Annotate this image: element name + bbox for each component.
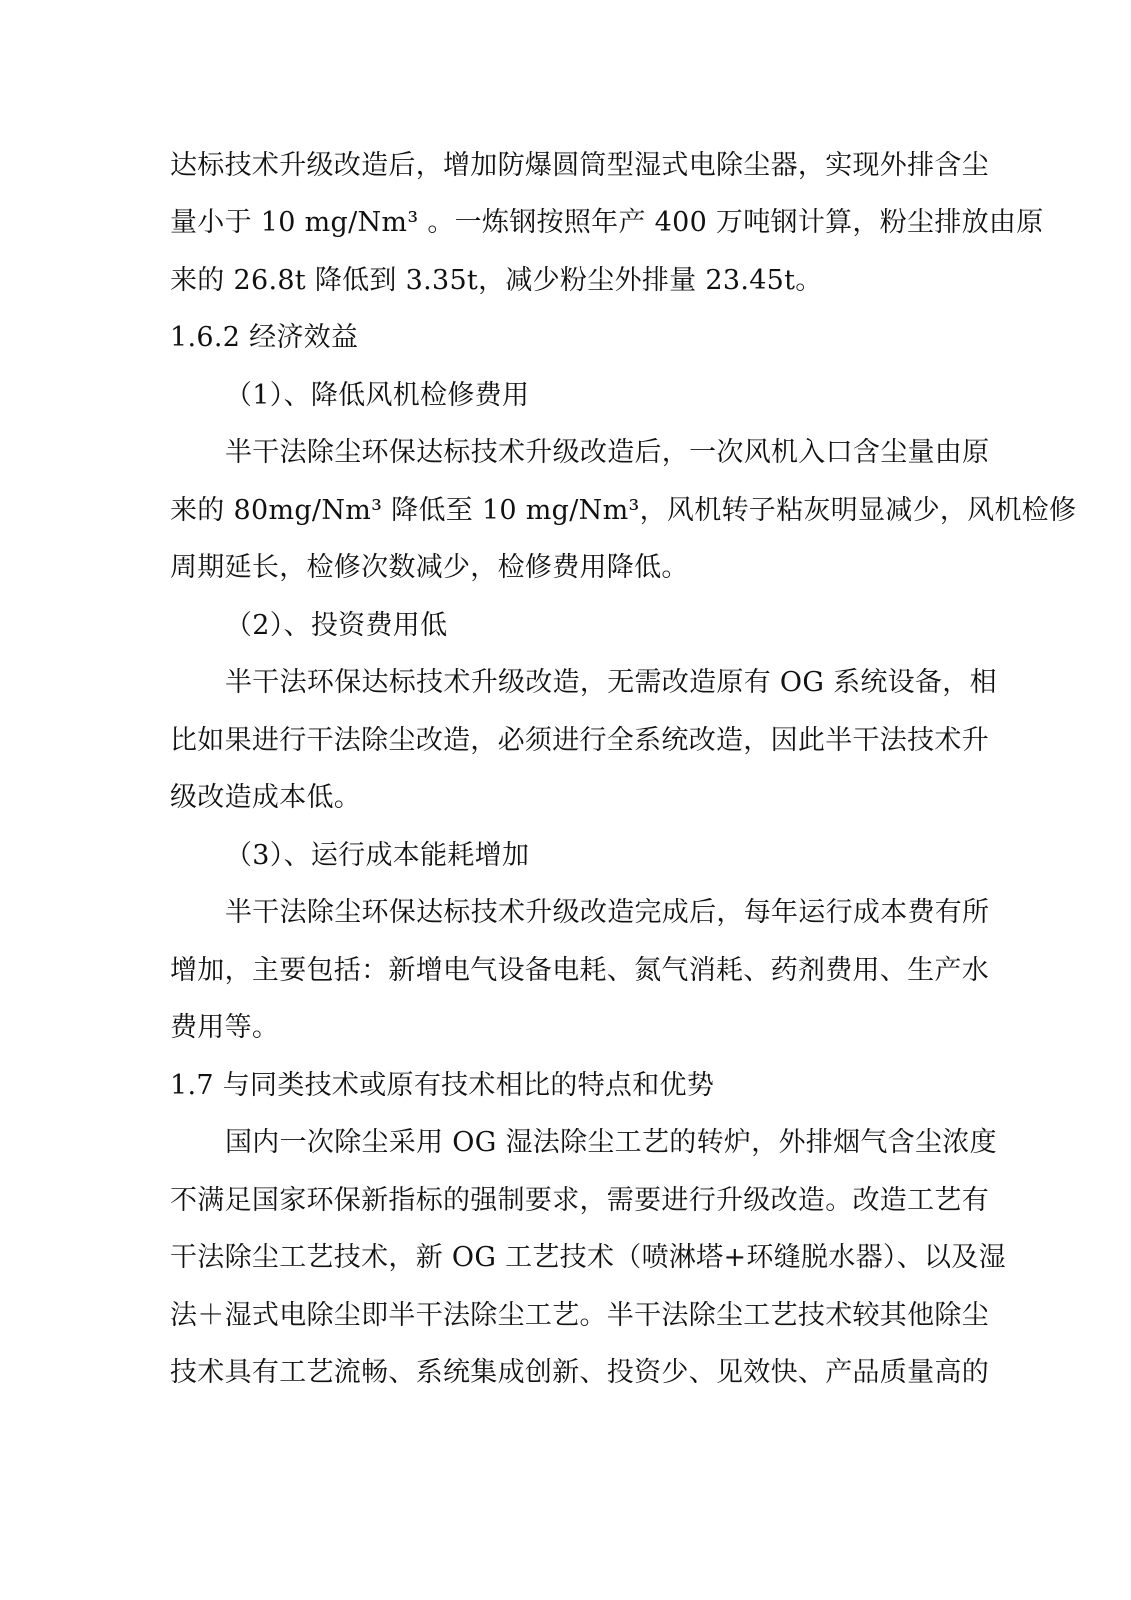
section-heading: 1.7 与同类技术或原有技术相比的特点和优势 (170, 1070, 715, 1101)
paragraph-line: 量小于 10 mg/Nm³ 。一炼钢按照年产 400 万吨钢计算，粉尘排放由原 (170, 207, 1044, 238)
paragraph-line: 级改造成本低。 (170, 782, 362, 813)
paragraph-line: 达标技术升级改造后，增加防爆圆筒型湿式电除尘器，实现外排含尘 (170, 150, 989, 181)
paragraph-line: 来的 26.8t 降低到 3.35t，减少粉尘外排量 23.45t。 (170, 265, 823, 296)
subheading: （1）、降低风机检修费用 (225, 380, 530, 411)
section-heading: 1.6.2 经济效益 (170, 322, 359, 353)
paragraph-line: 法＋湿式电除尘即半干法除尘工艺。半干法除尘工艺技术较其他除尘 (170, 1300, 989, 1331)
paragraph-line: 增加，主要包括：新增电气设备电耗、氮气消耗、药剂费用、生产水 (170, 955, 989, 986)
paragraph-line: 干法除尘工艺技术，新 OG 工艺技术（喷淋塔+环缝脱水器）、以及湿 (170, 1242, 1006, 1273)
paragraph-line: 技术具有工艺流畅、系统集成创新、投资少、见效快、产品质量高的 (170, 1357, 989, 1388)
paragraph-line: 来的 80mg/Nm³ 降低至 10 mg/Nm³，风机转子粘灰明显减少，风机检修 (170, 495, 1077, 526)
paragraph-line: 比如果进行干法除尘改造，必须进行全系统改造，因此半干法技术升 (170, 725, 989, 756)
paragraph-line: 半干法除尘环保达标技术升级改造后，一次风机入口含尘量由原 (225, 437, 990, 468)
paragraph-line: 不满足国家环保新指标的强制要求，需要进行升级改造。改造工艺有 (170, 1185, 989, 1216)
paragraph-line: 周期延长，检修次数减少，检修费用降低。 (170, 552, 689, 583)
paragraph-line: 半干法除尘环保达标技术升级改造完成后，每年运行成本费有所 (225, 897, 990, 928)
paragraph-line: 国内一次除尘采用 OG 湿法除尘工艺的转炉，外排烟气含尘浓度 (225, 1127, 997, 1158)
subheading: （3）、运行成本能耗增加 (225, 840, 530, 871)
paragraph-line: 半干法环保达标技术升级改造，无需改造原有 OG 系统设备，相 (225, 667, 997, 698)
paragraph-line: 费用等。 (170, 1012, 280, 1043)
subheading: （2）、投资费用低 (225, 610, 448, 641)
